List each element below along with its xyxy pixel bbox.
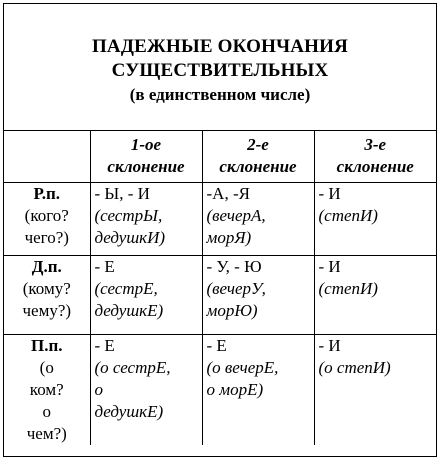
title-line-1: ПАДЕЖНЫЕ ОКОНЧАНИЯ [91,36,349,57]
example-text: морЯ) [206,228,252,247]
case-question-2: чему?) [22,301,72,320]
example-text: дедушкЕ) [94,301,164,320]
example-text: о [94,380,103,399]
case-name-genitive: Р.п. [33,184,61,203]
example-text: (вечерУ, [206,279,266,298]
table-header-row [4,131,436,183]
ending-text: - У, - Ю [206,257,262,276]
title-subtitle: (в единственном числе) [129,85,311,104]
example-text: (о вечерЕ, [206,358,279,377]
case-question-1: (о [39,358,54,377]
example-text: (о сестрЕ, [94,358,171,377]
header-declension-3 [314,131,436,183]
endings-table [4,131,436,445]
cell-prepositional-d3 [314,335,436,446]
case-question-1: (кого? [24,206,69,225]
case-name-dative: Д.п. [31,257,62,276]
cell-genitive-d3 [314,183,436,256]
case-cell-prepositional [4,335,90,446]
example-text: дедушкИ) [94,228,166,247]
case-name-prepositional: П.п. [30,336,63,355]
ending-text: - Е [94,336,115,355]
ending-text: - Ы, - И [94,184,150,203]
case-question-3: о [42,402,51,421]
title-block [4,4,436,131]
example-text: (о степИ) [318,358,391,377]
example-text: (степИ) [318,279,378,298]
cell-prepositional-d1 [90,335,202,446]
example-text: (сестрЫ, [94,206,163,225]
header-declension-2 [202,131,314,183]
table-row-genitive [4,183,436,256]
header-d2-number: 2-е [247,135,269,154]
header-declension-1 [90,131,202,183]
example-text: дедушкЕ) [94,402,164,421]
case-question-2: чего?) [24,228,69,247]
example-text: (вечерА, [206,206,266,225]
cell-prepositional-d2 [202,335,314,446]
ending-text: - Е [94,257,115,276]
example-text: морЮ) [206,301,258,320]
case-cell-dative [4,256,90,335]
ending-text: -А, -Я [206,184,250,203]
ending-text: - И [318,336,341,355]
example-text: о морЕ) [206,380,264,399]
example-text: (сестрЕ, [94,279,158,298]
header-d3-number: 3-е [364,135,387,154]
ending-text: - И [318,184,341,203]
ending-text: - И [318,257,341,276]
ending-text: - Е [206,336,227,355]
table-row-prepositional [4,335,436,446]
case-question-4: чем?) [26,424,67,443]
header-d1-number: 1-ое [130,135,162,154]
case-question-2: ком? [29,380,64,399]
title-line-2: СУЩЕСТВИТЕЛЬНЫХ [111,60,329,81]
example-text: (степИ) [318,206,378,225]
case-cell-genitive [4,183,90,256]
header-d2-word: склонение [219,157,297,176]
declension-sheet [3,3,437,457]
cell-dative-d3 [314,256,436,335]
header-d1-word: склонение [107,157,185,176]
cell-genitive-d1 [90,183,202,256]
cell-dative-d2 [202,256,314,335]
cell-genitive-d2 [202,183,314,256]
header-d3-word: склонение [336,157,414,176]
case-question-1: (кому? [22,279,71,298]
header-empty-cell [4,131,90,183]
table-row-dative [4,256,436,335]
cell-dative-d1 [90,256,202,335]
